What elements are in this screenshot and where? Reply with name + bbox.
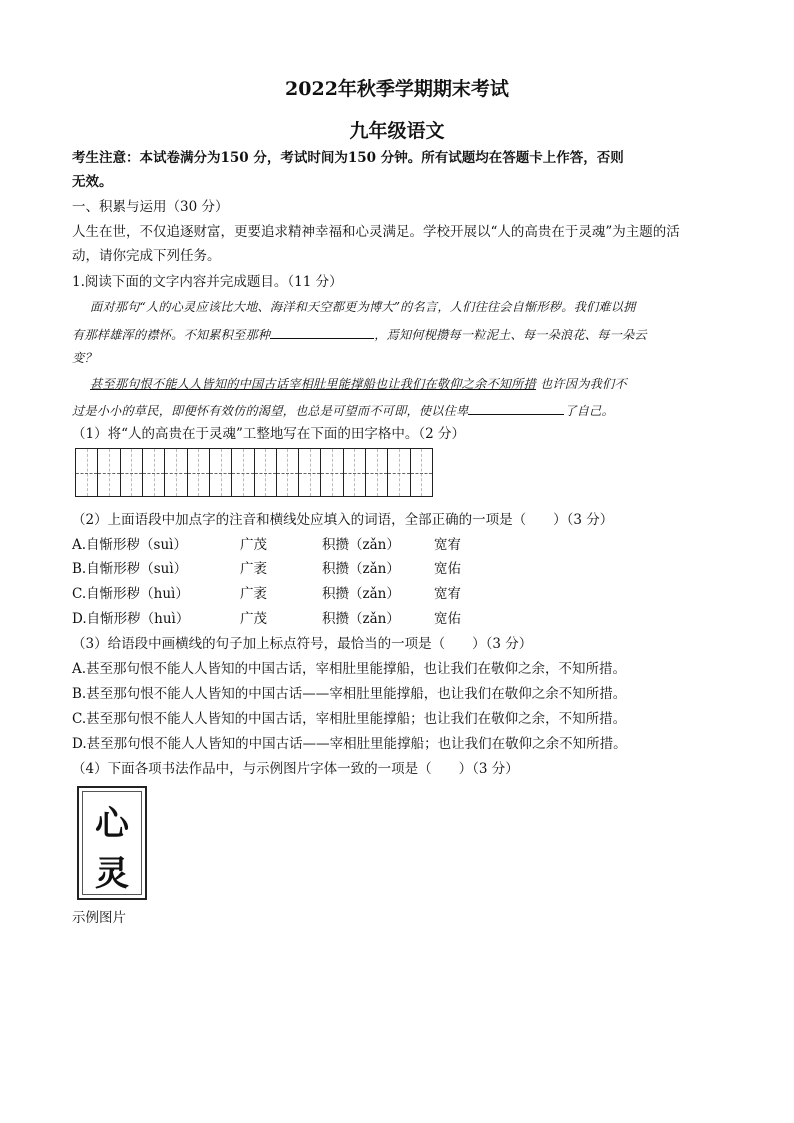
section-intro-2: 动，请你完成下列任务。 bbox=[72, 248, 221, 264]
notice-line-1: 考生注意：本试卷满分为150 分，考试时间为150 分钟。所有试题均在答题卡上作答，否则 bbox=[72, 150, 624, 166]
section-heading: 一、积累与运用（30 分） bbox=[72, 199, 229, 215]
grid-cell[interactable] bbox=[344, 449, 366, 496]
option-word-3: 宽宥 bbox=[434, 537, 461, 553]
passage-p1-line2-b: ，焉知何枧攒每一粒泥土、每一朵浪花、每一朵云 bbox=[374, 328, 647, 342]
passage-p1-line3: 变？ bbox=[72, 351, 97, 365]
option-3c[interactable]: C.甚至那句恨不能人人皆知的中国古话，宰相肚里能撑船；也让我们在敬仰之余，不知所措。 bbox=[72, 711, 627, 727]
grid-cell[interactable] bbox=[188, 449, 210, 496]
option-word-1: 广袤 bbox=[240, 561, 267, 577]
section-intro-1: 人生在世，不仅追逐财富，更要追求精神幸福和心灵满足。学校开展以“人的高贵在于灵魂”为主题的活 bbox=[72, 224, 680, 240]
option-word-2: 积攒（zǎn） bbox=[322, 561, 400, 577]
option-word-2: 积攒（zǎn） bbox=[322, 537, 400, 553]
passage-p2-line1 bbox=[90, 375, 627, 392]
option-2d[interactable] bbox=[72, 609, 492, 629]
grid-cell[interactable] bbox=[388, 449, 410, 496]
option-3a[interactable]: A.甚至那句恨不能人人皆知的中国古话，宰相肚里能撑船，也让我们在敬仰之余，不知所措。 bbox=[72, 661, 627, 677]
calligraphy-char-2: 灵 bbox=[95, 854, 129, 894]
tianzige-grid[interactable] bbox=[75, 448, 433, 497]
option-label: D.自惭形秽（huì） bbox=[72, 611, 190, 627]
option-word-2: 积攒（zǎn） bbox=[322, 611, 400, 627]
grid-cell[interactable] bbox=[299, 449, 321, 496]
sub-question-1: （1）将“人的高贵在于灵魂”工整地写在下面的田字格中。（2 分） bbox=[72, 426, 466, 442]
underlined-sentence: 甚至那句恨不能人人皆知的中国古话宰相肚里能撑船也让我们在敬仰之余不知所措 bbox=[90, 377, 536, 391]
grid-cell[interactable] bbox=[255, 449, 277, 496]
option-2a[interactable] bbox=[72, 535, 492, 555]
grid-cell[interactable] bbox=[277, 449, 299, 496]
grid-cell[interactable] bbox=[210, 449, 232, 496]
option-word-1: 广茂 bbox=[240, 611, 267, 627]
grid-cell[interactable] bbox=[411, 449, 432, 496]
grid-cell[interactable] bbox=[321, 449, 343, 496]
grid-cell[interactable] bbox=[98, 449, 120, 496]
passage-p1-line2 bbox=[72, 324, 647, 343]
grid-cell[interactable] bbox=[232, 449, 254, 496]
fill-blank-2[interactable] bbox=[468, 400, 564, 415]
notice-line-2: 无效。 bbox=[72, 174, 113, 190]
option-word-3: 宽宥 bbox=[434, 586, 461, 602]
option-label: B.自惭形秽（suì） bbox=[72, 561, 188, 577]
passage-p2-tail: 也许因为我们不 bbox=[535, 377, 627, 391]
sub-question-3: （3）给语段中画横线的句子加上标点符号，最恰当的一项是（ ）（3 分） bbox=[72, 636, 533, 652]
exam-subtitle: 九年级语文 bbox=[349, 120, 445, 142]
sub-question-2: （2）上面语段中加点字的注音和横线处应填入的词语，全部正确的一项是（ ）（3 分） bbox=[72, 512, 614, 528]
passage-p1-line2-a: 有那样雄浑的襟怀。不知累积至那种 bbox=[72, 328, 271, 342]
sub-question-4: （4）下面各项书法作品中，与示例图片字体一致的一项是（ ）（3 分） bbox=[72, 761, 519, 777]
option-label: C.自惭形秽（huì） bbox=[72, 586, 189, 602]
question-1-stem: 1.阅读下面的文字内容并完成题目。（11 分） bbox=[72, 274, 343, 290]
passage-p2-line2-a: 过是小小的草民，即便怀有效仿的渴望，也总是可望而不可即，使以住卑 bbox=[72, 404, 469, 418]
fill-blank-1[interactable] bbox=[270, 324, 374, 339]
option-3d[interactable]: D.甚至那句恨不能人人皆知的中国古话——宰相肚里能撑船；也让我们在敬仰之余不知所措。 bbox=[72, 736, 627, 752]
passage-p2-line2-b: 了自己。 bbox=[564, 404, 614, 418]
option-word-1: 广袤 bbox=[240, 586, 267, 602]
option-word-1: 广茂 bbox=[240, 537, 267, 553]
grid-cell[interactable] bbox=[143, 449, 165, 496]
option-2c[interactable] bbox=[72, 584, 492, 604]
sample-caption: 示例图片 bbox=[72, 910, 126, 926]
grid-cell[interactable] bbox=[121, 449, 143, 496]
calligraphy-char-1: 心 bbox=[95, 804, 129, 844]
option-3b[interactable]: B.甚至那句恨不能人人皆知的中国古话——宰相肚里能撑船，也让我们在敬仰之余不知所措。 bbox=[72, 686, 627, 702]
passage-p1-line1: 面对那句“人的心灵应该比大地、海洋和天空都更为博大”的名言，人们往往会自惭形秽。我们难以拥 bbox=[90, 300, 636, 314]
option-word-3: 宽佑 bbox=[434, 611, 461, 627]
option-label: A.自惭形秽（suì） bbox=[72, 537, 187, 553]
grid-cell[interactable] bbox=[76, 449, 98, 496]
passage-p2-line2 bbox=[72, 400, 614, 419]
option-word-3: 宽佑 bbox=[434, 561, 461, 577]
grid-cell[interactable] bbox=[366, 449, 388, 496]
option-2b[interactable] bbox=[72, 559, 492, 579]
calligraphy-sample-image bbox=[77, 786, 147, 900]
option-word-2: 积攒（zǎn） bbox=[322, 586, 400, 602]
grid-cell[interactable] bbox=[165, 449, 187, 496]
exam-title: 2022年秋季学期期末考试 bbox=[285, 78, 509, 100]
